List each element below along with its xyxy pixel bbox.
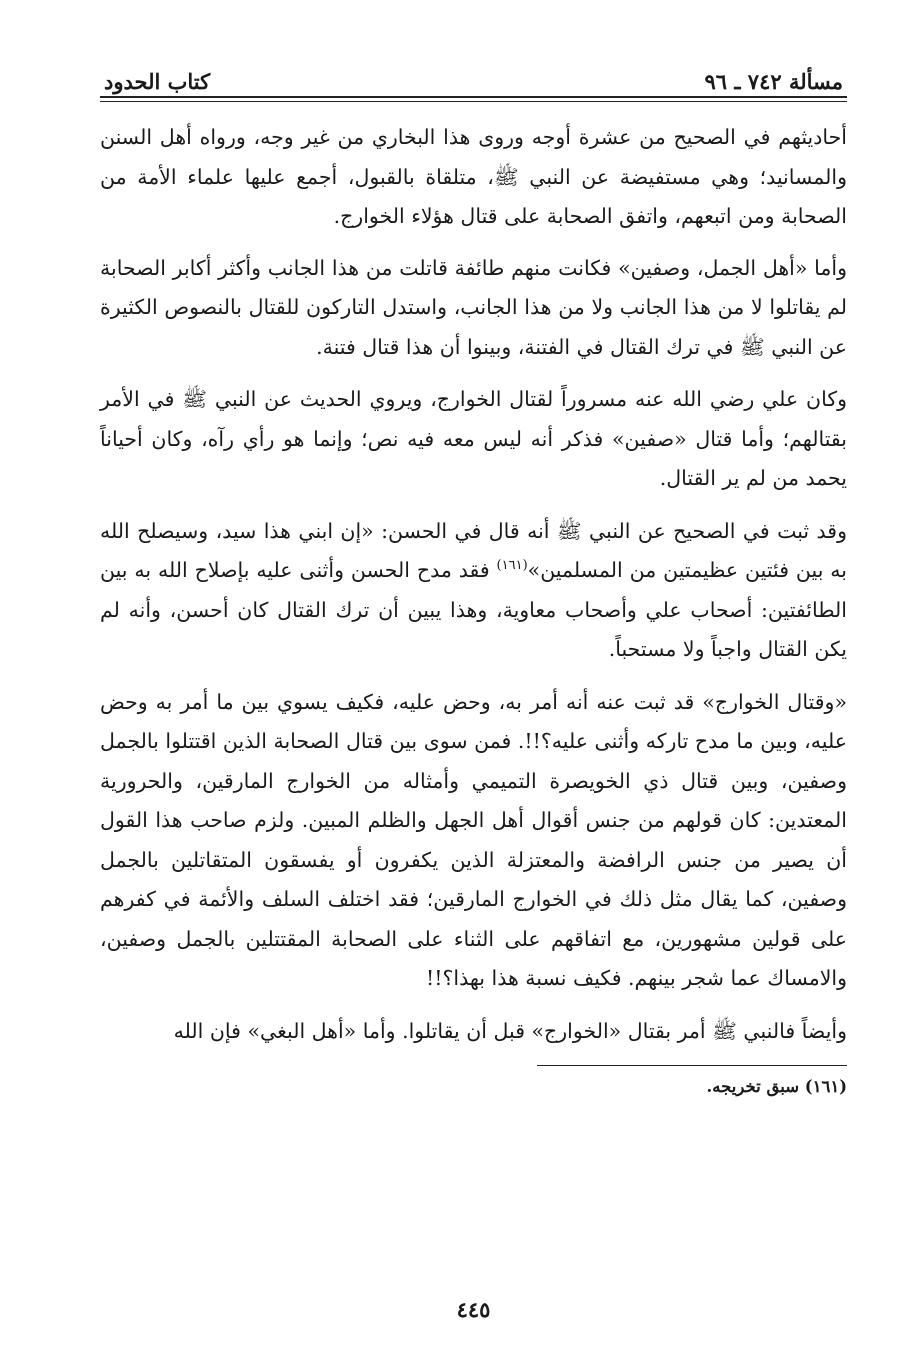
main-text <box>100 118 847 1051</box>
header-book-title: كتاب الحدود <box>104 69 211 94</box>
paragraph-4-text-a: وقد ثبت في الصحيح عن النبي ﷺ أنه قال في الحسن: «إن ابني هذا سيد، وسيصلح الله به بين فئتين عظيمتين من المسلمين» <box>100 518 847 582</box>
paragraph-4 <box>100 512 847 670</box>
header-issue-number: مسألة ٧٤٢ ـ ٩٦ <box>704 69 843 94</box>
footnote: (١٦١) سبق تخريجه. <box>706 1077 847 1096</box>
paragraph-6: وأيضاً فالنبي ﷺ أمر بقتال «الخوارج» قبل أن يقاتلوا. وأما «أهل البغي» فإن الله <box>173 1018 847 1043</box>
paragraph-4-text-b: فقد مدح الحسن وأثنى عليه بإصلاح الله به بين الطائفتين: أصحاب علي وأصحاب معاوية، وهذا يبين أن ترك القتال كان أحسن، وأنه لم يكن القتال واجباً ولا مستحباً. <box>100 558 847 661</box>
paragraph-3: وكان علي رضي الله عنه مسروراً لقتال الخوارج، ويروي الحديث عن النبي ﷺ في الأمر بقتالهم؛ وأما قتال «صفين» فذكر أنه ليس معه فيه نص؛ وإنما هو رأي رآه، وكان أحياناً يحمد من لم ير القتال. <box>100 387 847 490</box>
page-number: ٤٤٥ <box>456 1297 491 1322</box>
running-header <box>100 62 847 94</box>
footnote-rule <box>537 1065 847 1066</box>
footnote-reference[interactable]: (١٦١) <box>496 558 528 574</box>
book-page <box>100 62 847 1332</box>
paragraph-2: وأما «أهل الجمل، وصفين» فكانت منهم طائفة قاتلت من هذا الجانب وأكثر أكابر الصحابة لم يقاتلوا لا من هذا الجانب ولا من هذا الجانب، واستدل التاركون للقتال بالنصوص الكثيرة عن النبي ﷺ في ترك القتال في الفتنة، وبينوا أن هذا قتال فتنة. <box>100 255 847 359</box>
paragraph-1: أحاديثهم في الصحيح من عشرة أوجه وروى هذا البخاري من غير وجه، ورواه أهل السنن والمسانيد؛ وهي مستفيضة عن النبي ﷺ، متلقاة بالقبول، أجمع عليها علماء الأمة من الصحابة ومن اتبعهم، واتفق الصحابة على قتال هؤلاء الخوارج. <box>100 125 847 228</box>
header-rule <box>100 96 847 102</box>
paragraph-5: «وقتال الخوارج» قد ثبت عنه أنه أمر به، وحض عليه، فكيف يسوي بين ما أمر به وحض عليه، وبين ما مدح تاركه وأثنى عليه؟!!. فمن سوى بين قتال الصحابة الذين اقتتلوا بالجمل وصفين، وبين قتال ذي الخويصرة التميمي وأمثاله من الخوارج المارقين، والحرورية المعتدين: كان قولهم من جنس أقوال أهل الجهل والظلم المبين. ولزم صاحب هذا القول أن يصير من جنس الرافضة والمعتزلة الذين يكفرون أو يفسقون المتقاتلين بالجمل وصفين، كما يقال مثل ذلك في الخوارج المارقين؛ فقد اختلف السلف والأئمة في كفرهم على قولين مشهورين، مع اتفاقهم على الثناء على الصحابة المقتتلين بالجمل وصفين، والامساك عما شجر بينهم. فكيف نسبة هذا بهذا؟!! <box>100 689 847 990</box>
